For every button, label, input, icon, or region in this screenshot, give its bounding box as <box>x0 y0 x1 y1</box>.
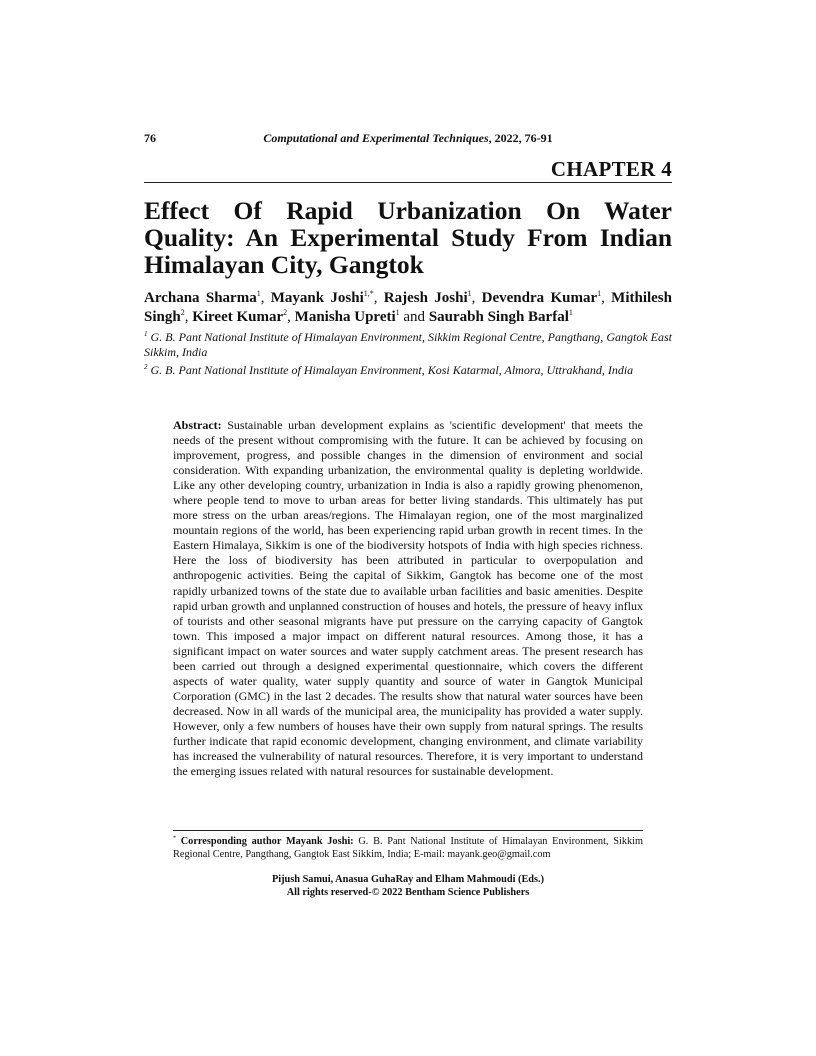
author-list <box>144 289 672 327</box>
abstract-label: Abstract: <box>173 418 222 432</box>
journal-name: Computational and Experimental Techniques <box>263 131 489 145</box>
footnote-mark: * <box>173 835 176 842</box>
author-separator: , <box>260 290 271 306</box>
footnote-text: G. B. Pant National Institute of Himalayan Environment, Sikkim Regional Centre, Pangthang, Gangtok East Sikkim, India; E-mail: mayank.geo@gmail.com <box>173 836 643 860</box>
author-name: Archana Sharma <box>144 290 257 306</box>
author <box>144 290 271 306</box>
author-name: Rajesh Joshi <box>383 290 468 306</box>
affiliation-mark: 2 <box>144 363 148 371</box>
abstract <box>173 418 643 779</box>
page-number: 76 <box>144 131 156 145</box>
paper-title: Effect Of Rapid Urbanization On Water Quality: An Experimental Study From Indian Himalayan City, Gangtok <box>144 196 672 279</box>
author-affiliation-mark: 2 <box>180 308 185 317</box>
author-name: Mayank Joshi <box>270 290 364 306</box>
publisher-info <box>173 874 643 899</box>
author-name: Saurabh Singh Barfal <box>428 309 569 325</box>
author-separator: , <box>287 309 295 325</box>
footnote-rule <box>173 830 643 831</box>
journal-citation <box>144 131 672 146</box>
running-header <box>144 131 672 147</box>
author-affiliation-mark: 1 <box>256 289 261 298</box>
author <box>295 309 429 325</box>
author <box>429 309 573 325</box>
author-separator: , <box>601 290 612 306</box>
author-affiliation-mark: 1 <box>395 308 400 317</box>
affiliation <box>144 330 672 360</box>
affiliation <box>144 363 672 378</box>
author-separator: , <box>373 290 384 306</box>
author-name: Kireet Kumar <box>192 309 284 325</box>
author-name: Devendra Kumar <box>481 290 598 306</box>
abstract-text: Sustainable urban development explains as 'scientific development' that meets the needs of the present without compromising with the future. It can be achieved by focusing on improvement, progress, and possible changes in the dimension of environment and social consideration. With expanding urbanization, the environmental quality is depleting worldwide. Like any other developing country, urbanization in India is also a rapidly growing phenomenon, where people tend to move to urban areas for better living standards. This ultimately has put more stress on the urban areas/regions. The Himalayan region, one of the most marginalized mountain regions of the world, has been experiencing rapid urban growth in recent times. In the Eastern Himalaya, Sikkim is one of the biodiversity hotspots of India with high species richness. Here the loss of biodiversity has been attributed in particular to overpopulation and anthropogenic activities. Being the capital of Sikkim, Gangtok has become one of the most rapidly urbanized towns of the state due to available urban facilities and basic amenities. Despite rapid urban growth and unplanned construction of houses and hotels, the pressure of heavy influx of tourists and other seasonal migrants have put pressure on the carrying capacity of Gangtok town. This imposed a major impact on different natural resources. Among those, it has a significant impact on water sources and water supply catchment areas. The present research has been carried out through a designed experimental questionnaire, which covers the different aspects of water quality, water supply quantity and source of water in Gangtok Municipal Corporation (GMC) in the last 2 decades. The results show that natural water sources have been decreased. Now in all wards of the municipal area, the municipality has provided a water supply. However, only a few numbers of houses have their own supply from natural springs. The results further indicate that rapid economic development, changing environment, and climate variability has increased the vulnerability of natural resources. Therefore, it is very important to understand the emerging issues related with natural resources for sustainable development. <box>173 418 644 779</box>
chapter-label: CHAPTER 4 <box>550 157 672 181</box>
author-affiliation-mark: 1 <box>568 308 573 317</box>
author <box>482 290 612 306</box>
author <box>271 290 384 306</box>
affiliation-text: G. B. Pant National Institute of Himalayan Environment, Kosi Katarmal, Almora, Uttrakhand, India <box>150 363 634 377</box>
rights-line: All rights reserved-© 2022 Bentham Science Publishers <box>286 886 530 898</box>
affiliation-text: G. B. Pant National Institute of Himalayan Environment, Sikkim Regional Centre, Pangthang, Gangtok East Sikkim, India <box>144 330 673 359</box>
author-affiliation-mark: 1 <box>597 289 602 298</box>
author <box>192 309 294 325</box>
author-affiliation-mark: 1,* <box>363 289 374 298</box>
footnote-label: Corresponding author Mayank Joshi: <box>180 836 354 847</box>
author-name: Mithilesh Singh <box>144 290 672 325</box>
journal-year-pages: , 2022, 76-91 <box>488 131 553 145</box>
affiliation-mark: 1 <box>144 330 148 338</box>
header-rule <box>144 182 672 183</box>
author <box>384 290 482 306</box>
author-affiliation-mark: 2 <box>283 308 288 317</box>
author-separator: and <box>399 309 429 325</box>
author-separator: , <box>184 309 193 325</box>
author-affiliation-mark: 1 <box>467 289 472 298</box>
corresponding-author-footnote <box>173 835 643 861</box>
author-separator: , <box>471 290 482 306</box>
editors-line: Pijush Samui, Anasua GuhaRay and Elham Mahmoudi (Eds.) <box>271 874 545 885</box>
author-name: Manisha Upreti <box>294 309 396 325</box>
